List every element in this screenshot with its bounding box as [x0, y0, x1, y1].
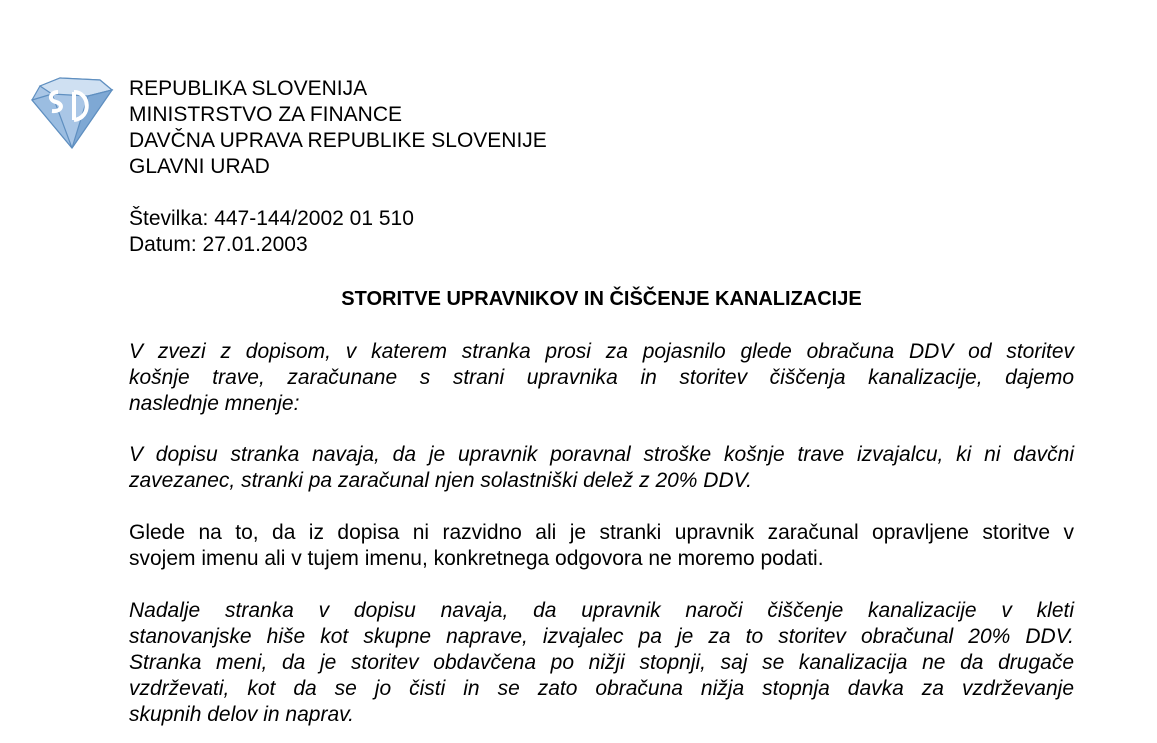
- paragraph-sewer-cleaning: [129, 598, 1074, 728]
- reference-date: Datum: 27.01.2003: [129, 233, 308, 256]
- document-title: STORITVE UPRAVNIKOV IN ČIŠČENJE KANALIZACIJE: [341, 288, 862, 310]
- paragraph-line: Stranka meni, da je storitev obdavčena po nižji stopnji, saj se kanalizacija ne da drugače: [129, 651, 1074, 674]
- header-line-head-office: GLAVNI URAD: [129, 155, 270, 178]
- header-line-republic: REPUBLIKA SLOVENIJA: [129, 77, 368, 100]
- paragraph-line: Glede na to, da iz dopisa ni razvidno ali je stranki upravnik zaračunal opravljene storitve v: [129, 521, 1074, 544]
- durs-logo: [28, 74, 114, 150]
- paragraph-line: stanovanjske hiše kot skupne naprave, izvajalec pa je za to storitev obračunal 20% DDV.: [129, 625, 1074, 648]
- document-reference: [129, 206, 414, 258]
- paragraph-line: svojem imenu ali v tujem imenu, konkretnega odgovora ne moremo podati.: [129, 547, 824, 570]
- paragraph-line: zavezanec, stranki pa zaračunal njen solastniški delež z 20% DDV.: [129, 469, 752, 492]
- institution-header: [129, 76, 547, 180]
- paragraph-line: košnje trave, zaračunane s strani upravnika in storitev čiščenja kanalizacije, dajemo: [129, 366, 1074, 389]
- paragraph-line: vzdrževati, kot da se jo čisti in se zato obračuna nižja stopnja davka za vzdrževanje: [129, 677, 1074, 700]
- paragraph-line: V zvezi z dopisom, v katerem stranka prosi za pojasnilo glede obračuna DDV od storitev: [129, 340, 1074, 363]
- paragraph-mowing: [129, 442, 1074, 494]
- paragraph-request: [129, 339, 1074, 417]
- paragraph-line: naslednje mnenje:: [129, 392, 300, 415]
- paragraph-line: V dopisu stranka navaja, da je upravnik poravnal stroške košnje trave izvajalcu, ki ni davčni: [129, 443, 1074, 466]
- header-line-ministry: MINISTRSTVO ZA FINANCE: [129, 103, 403, 126]
- paragraph-line: Nadalje stranka v dopisu navaja, da upravnik naroči čiščenje kanalizacije v kleti: [129, 599, 1074, 622]
- paragraph-line: skupnih delov in naprav.: [129, 703, 354, 726]
- paragraph-answer: [129, 520, 1074, 572]
- header-line-tax-administration: DAVČNA UPRAVA REPUBLIKE SLOVENIJE: [129, 129, 547, 152]
- reference-number: Številka: 447-144/2002 01 510: [129, 207, 414, 230]
